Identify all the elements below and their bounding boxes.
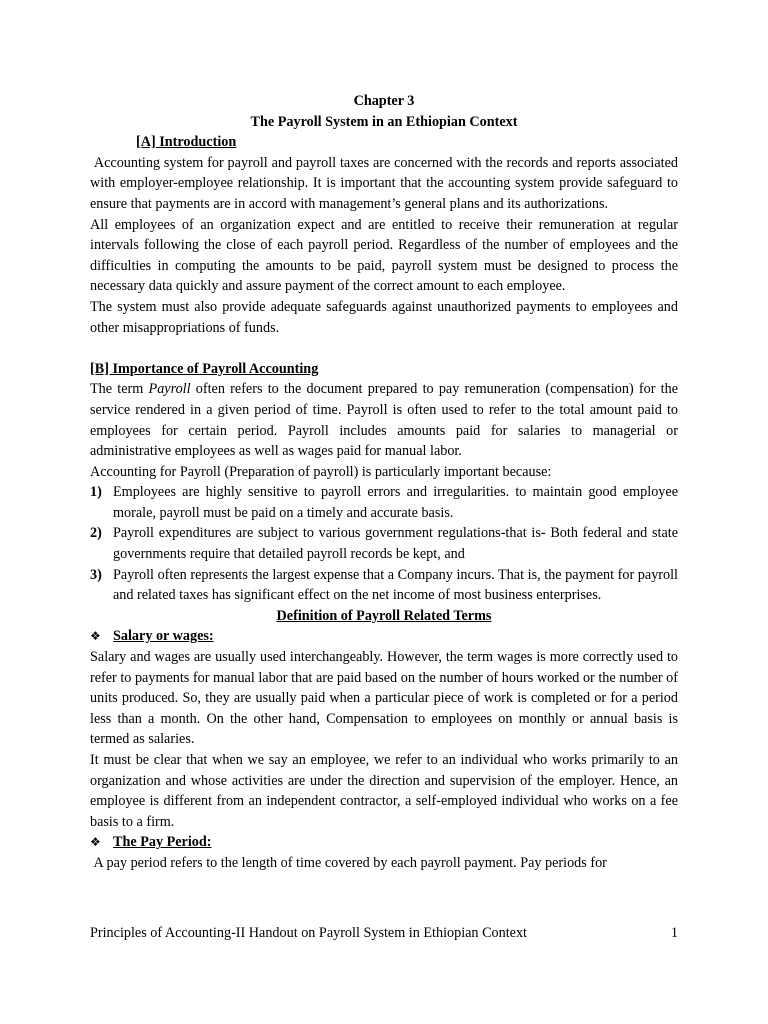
- page-content: [90, 91, 682, 874]
- page-footer: [90, 925, 678, 942]
- section-b-p1-before: The term: [90, 381, 149, 398]
- list-item-number: 1): [90, 484, 102, 501]
- list-item: [90, 523, 678, 564]
- pay-period-paragraph: A pay period refers to the length of time covered by each payroll payment. Pay periods for: [90, 854, 607, 871]
- list-item-number: 3): [90, 566, 102, 583]
- diamond-bullet-icon: ❖: [90, 629, 101, 644]
- list-item: [90, 565, 678, 606]
- section-b-heading: [B] Importance of Payroll Accounting: [90, 360, 319, 377]
- section-a-paragraph-2: All employees of an organization expect and are entitled to receive their remuneration at regular intervals following the close of each payroll period. Regardless of the number of employees and the difficulties in computing the amounts to be paid, payroll system must be designed to process the necessary data quickly and assure payment of the correct amount to each employee.: [90, 216, 678, 295]
- list-item-text: Payroll often represents the largest expense that a Company incurs. That is, the payment for payroll and related taxes has significant effect on the net income of most business enterprises.: [113, 566, 678, 604]
- pay-period-heading: The Pay Period:: [113, 834, 212, 851]
- definitions-heading-row: [90, 606, 678, 627]
- list-item: [90, 482, 678, 523]
- salary-heading-row: [90, 626, 678, 647]
- section-a-paragraph-3: The system must also provide adequate safeguards against unauthorized payments to employees and other misappropriations of funds.: [90, 298, 678, 336]
- section-a-paragraph-1: Accounting system for payroll and payroll taxes are concerned with the records and reports associated with employer-employee relationship. It is important that the accounting system provide safeguard to ensure that payments are in accord with management’s general plans and its authorizations.: [90, 154, 682, 212]
- section-b-p1-after: often refers to the document prepared to pay remuneration (compensation) for the service rendered in a given period of time. Payroll is often used to refer to the total amount paid to employees for certain period. Payroll includes amounts paid for salaries to managerial or administrative employees as well as wages paid for manual labor.: [90, 381, 679, 460]
- salary-paragraph-2: It must be clear that when we say an employee, we refer to an individual who works primarily to an organization and whose activities are under the direction and supervision of the employer. Hence, an employee is different from an independent contractor, a self-employed individual who works on a fee basis to a firm.: [90, 752, 678, 830]
- list-item-text: Payroll expenditures are subject to various government regulations-that is- Both federal and state governments require that detailed payroll records be kept, and: [113, 525, 678, 563]
- spacer: [90, 338, 678, 359]
- section-a-heading: [A] Introduction: [136, 134, 237, 151]
- definitions-heading: Definition of Payroll Related Terms: [276, 607, 492, 624]
- chapter-label: Chapter 3: [353, 93, 415, 109]
- list-item-number: 2): [90, 525, 102, 542]
- section-b-paragraph-1: [90, 379, 678, 461]
- footer-text: Principles of Accounting-II Handout on Payroll System in Ethiopian Context: [90, 925, 527, 941]
- section-b-paragraph-2: Accounting for Payroll (Preparation of payroll) is particularly important because:: [90, 463, 552, 480]
- payroll-term: Payroll: [148, 381, 191, 398]
- salary-heading: Salary or wages:: [113, 628, 214, 645]
- list-item-text: Employees are highly sensitive to payroll errors and irregularities. to maintain good employee morale, payroll must be paid on a timely and accurate basis.: [113, 484, 678, 521]
- chapter-title: The Payroll System in an Ethiopian Context: [250, 113, 518, 130]
- page-number: 1: [670, 925, 678, 941]
- salary-paragraph-1: Salary and wages are usually used interchangeably. However, the term wages is more correctly used to refer to payments for manual labor that are paid based on the number of hours worked or the number of units produced. So, they are usually paid when a particular piece of work is completed or for a period less than a month. On the other hand, Compensation to employees on monthly or annual basis is termed as salaries.: [90, 649, 678, 748]
- pay-period-heading-row: [90, 832, 678, 853]
- diamond-bullet-icon: ❖: [90, 835, 101, 850]
